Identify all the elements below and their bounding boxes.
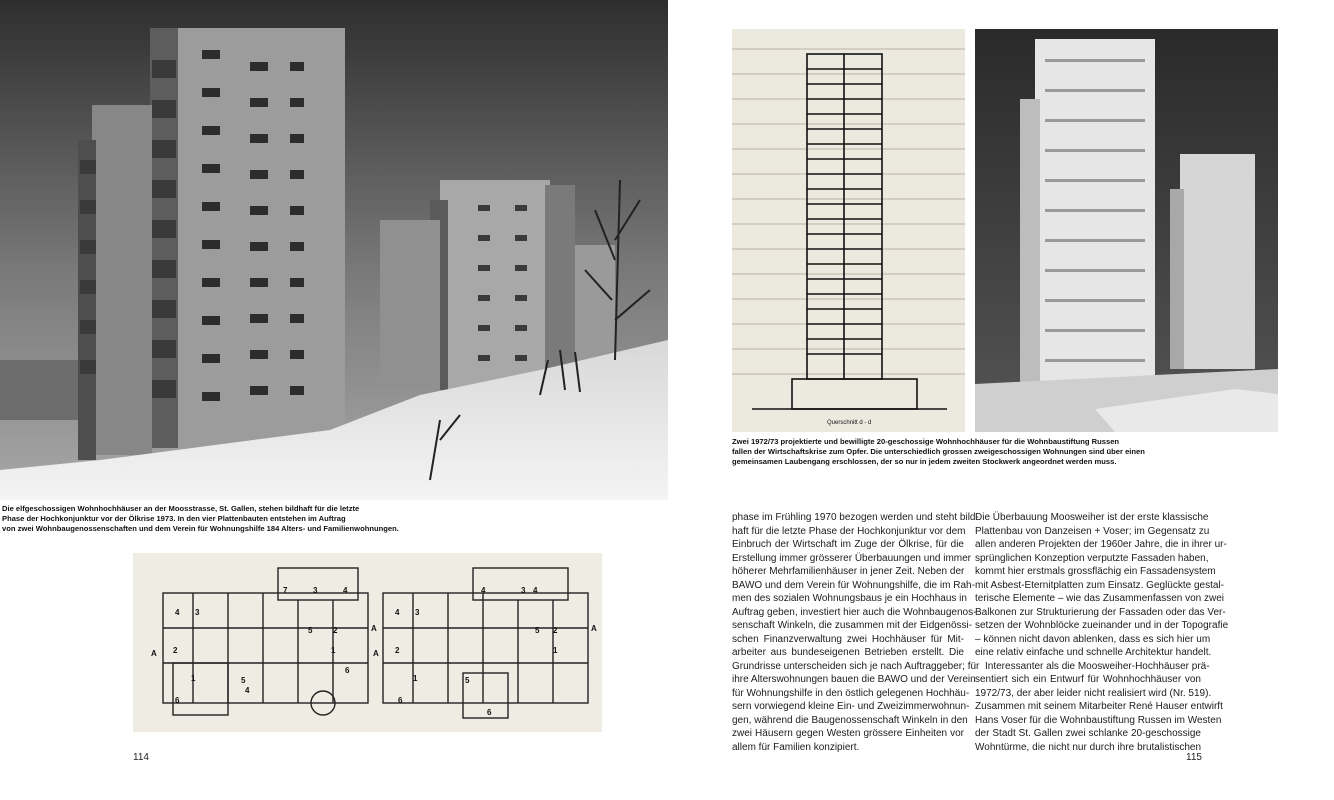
caption-line: von zwei Wohnbaugenossenschaften und dem Verein für Wohnungshilfe 184 Alters- und Familienwohnungen. — [2, 524, 399, 533]
body-line: eine relativ einfache und schnelle Architektur handelt. — [975, 647, 1212, 658]
body-line: arbeiter aus bundeseigenen Betrieben erstellt. Die — [732, 647, 964, 658]
plan-label: 4 — [533, 586, 538, 595]
section-drawing — [732, 29, 965, 432]
floor-plans — [133, 553, 602, 732]
body-line: Interessanter als die Moosweiher-Hochhäuser prä- — [985, 660, 1210, 672]
page-number-right: 115 — [1186, 752, 1202, 763]
apartment-towers-photo — [0, 0, 668, 500]
architectural-model-photo — [975, 29, 1278, 432]
body-line: allen anderen Projekten der 1960er Jahre, die in ihrer ur- — [975, 539, 1227, 550]
caption-line: Zwei 1972/73 projektierte und bewilligte 20-geschossige Wohnhochhäuser für die Wohnbaustiftung Russen — [732, 437, 1120, 446]
body-line: 1972/73, der aber leider nicht realisiert wird (Nr. 519). — [975, 687, 1212, 699]
body-line: Erstellung immer grösserer Überbauungen und immer — [732, 552, 971, 564]
tower-model-photo — [975, 29, 1278, 432]
page-number-left: 114 — [133, 752, 149, 763]
body-line: Grundrisse unterscheiden sich je nach Auftraggeber; für — [732, 660, 980, 672]
plan-label: 4 — [245, 686, 250, 695]
body-line: gen, während die Baugenossenschaft Winkeln in den — [732, 714, 968, 726]
plan-label: 1 — [413, 674, 418, 683]
body-line: Einbruch der Wirtschaft im Zuge der Ölkrise, für die — [732, 539, 964, 550]
building-photo — [0, 0, 668, 500]
plan-label: 3 — [521, 586, 526, 595]
body-line: Balkonen zur Strukturierung der Fassaden oder das Ver- — [975, 606, 1226, 618]
plan-label: 6 — [487, 708, 492, 717]
plan-label: 2 — [395, 646, 400, 655]
section-label: Querschnitt d - d — [827, 420, 872, 426]
caption-line: gemeinsamen Laubengang erschlossen, der so nur in jedem zweiten Stockwerk angeordnet werden muss. — [732, 457, 1117, 466]
body-line: der Stadt St. Gallen zwei schlanke 20-geschossige — [975, 728, 1201, 739]
body-line: BAWO und dem Verein für Wohnungshilfe, die im Rah- — [732, 579, 975, 591]
body-line: zwei Häusern gegen Westen grössere Einheiten vor — [732, 728, 964, 739]
plan-label: 5 — [535, 626, 540, 635]
plan-label: 6 — [345, 666, 350, 675]
body-line: senschaft Winkeln, die zusammen mit der Eidgenössi- — [732, 620, 973, 631]
cross-section — [732, 29, 965, 432]
plan-label: 1 — [553, 646, 558, 655]
plan-label: 2 — [553, 626, 558, 635]
body-line: Die Überbauung Moosweiher ist der erste klassische — [975, 512, 1209, 523]
plan-label: 6 — [398, 696, 403, 705]
body-line: setzen der Wohnblöcke zueinander und in der Topografie — [975, 620, 1229, 631]
plan-label: 1 — [191, 674, 196, 683]
body-line: haft für die letzte Phase der Hochkonjunktur vor dem — [732, 525, 966, 537]
plan-label: 5 — [308, 626, 313, 635]
plan-label: 3 — [415, 608, 420, 617]
plan-label: A — [591, 624, 597, 633]
text-column-1 — [732, 511, 980, 754]
body-line: Wohntürme, die nicht nur durch ihre brutalistischen — [975, 741, 1201, 753]
plan-label: 4 — [395, 608, 400, 617]
left-photo-caption — [2, 504, 399, 534]
body-line: sern vorwiegend kleine Ein- und Zweizimmerwohnun- — [732, 701, 970, 712]
plan-label: 3 — [195, 608, 200, 617]
body-line: Hans Voser für die Wohnbaustiftung Russen im Westen — [975, 714, 1222, 726]
plan-label: A — [371, 624, 377, 633]
body-line: kommt hier erstmals grossflächig ein Fassadensystem — [975, 566, 1216, 577]
body-line: sentiert sich ein Entwurf für Wohnhochhäuser von — [975, 674, 1201, 685]
body-line: höherer Mehrfamilienhäuser in jener Zeit. Neben der — [732, 566, 965, 577]
text-column-2 — [975, 511, 1229, 754]
floor-plan-drawing — [133, 553, 602, 732]
body-line: terische Elemente – wie das Zusammenfassen von zwei — [975, 593, 1225, 604]
plan-label: 5 — [241, 676, 246, 685]
plan-label: 2 — [173, 646, 178, 655]
body-line: allem für Familien konzipiert. — [732, 741, 860, 753]
body-line: mit Asbest-Eternitplatten zum Einsatz. Geglückte gestal- — [975, 579, 1224, 591]
plan-label: 4 — [343, 586, 348, 595]
body-line: men des sozialen Wohnungsbaus je ein Hochhaus in — [732, 593, 967, 604]
caption-line: fallen der Wirtschaftskrise zum Opfer. Die unterschiedlich grossen zweigeschossigen Wohnungen sind über einen — [732, 447, 1145, 456]
body-line: phase im Frühling 1970 bezogen werden und steht bild- — [732, 512, 979, 523]
plan-label: 5 — [465, 676, 470, 685]
plan-label: 4 — [175, 608, 180, 617]
plan-label: 6 — [175, 696, 180, 705]
body-line: Plattenbau von Danzeisen + Voser; im Gegensatz zu — [975, 525, 1210, 537]
caption-line: Phase der Hochkonjunktur vor der Ölkrise 1973. In den vier Plattenbauten entstehen im Auftrag — [2, 514, 346, 523]
plan-label: 1 — [331, 646, 336, 655]
plan-label: A — [151, 649, 157, 658]
body-line: Auftrag geben, investiert hier auch die Wohnbaugenos- — [732, 606, 977, 618]
body-line: Zusammen mit seinem Mitarbeiter René Hauser entwirft — [975, 701, 1223, 712]
plan-label: 7 — [283, 586, 288, 595]
body-line: schen Finanzverwaltung zwei Hochhäuser für Mit- — [732, 633, 964, 645]
body-line: – können nicht davon ablenken, dass es sich hier um — [975, 633, 1211, 645]
caption-line: Die elfgeschossigen Wohnhochhäuser an der Moosstrasse, St. Gallen, stehen bildhaft für die letzte — [2, 504, 360, 513]
body-line: sprünglichen Konzeption verputzte Fassaden haben, — [975, 552, 1209, 564]
body-line: für Wohnungshilfe in den östlich gelegenen Hochhäu- — [732, 687, 970, 699]
plan-label: 3 — [313, 586, 318, 595]
right-image-caption — [732, 437, 1145, 467]
body-line: ihre Alterswohnungen bauen die BAWO und der Verein — [732, 674, 976, 685]
plan-label: 2 — [333, 626, 338, 635]
plan-label: A — [373, 649, 379, 658]
plan-label: 4 — [481, 586, 486, 595]
